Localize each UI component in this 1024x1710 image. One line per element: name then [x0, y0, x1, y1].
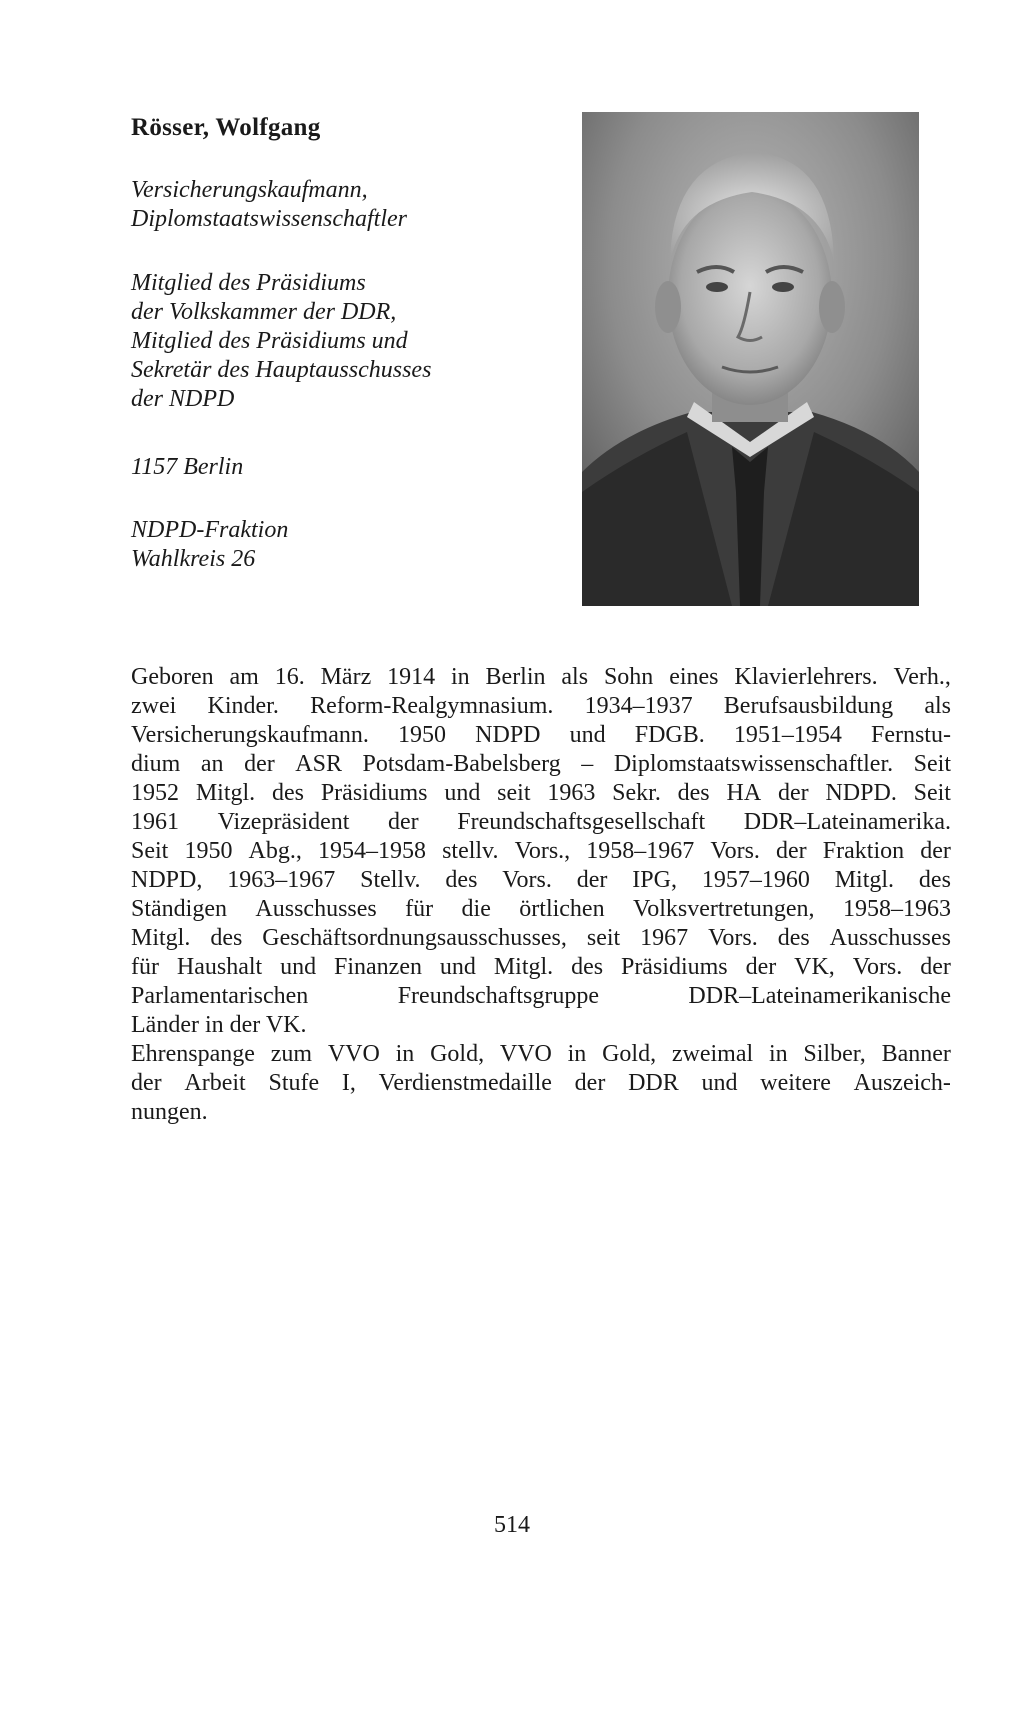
biography-line	[131, 924, 951, 953]
biography-word: 1951–1954	[733, 722, 842, 748]
biography-word: Haushalt	[176, 954, 263, 980]
biography-line	[131, 779, 951, 808]
biography-word: in	[768, 1041, 788, 1067]
biography-word: 1954–1958	[317, 838, 426, 864]
biography-word: in	[395, 1041, 415, 1067]
biography-word: Stufe	[268, 1070, 320, 1096]
biography-word: Fraktion	[822, 838, 905, 864]
biography-word: in	[567, 1041, 587, 1067]
biography-word: Parlamentarischen	[131, 983, 309, 1009]
biography-word: örtlichen	[519, 896, 605, 922]
biography-word: seit	[497, 780, 531, 806]
biography-word: Volksvertretungen,	[633, 896, 815, 922]
biography-word: stellv.	[442, 838, 499, 864]
biography-word: zum	[270, 1041, 313, 1067]
biography-word: Diplomstaatswissenschaftler.	[613, 751, 894, 777]
biography-word: ASR	[295, 751, 342, 777]
biography-word: Vors.	[710, 838, 760, 864]
biography-word: Vors.	[502, 867, 552, 893]
biography-word: DDR–Lateinamerikanische	[688, 983, 951, 1009]
biography-line: Länder in der VK.	[131, 1012, 307, 1038]
biography-word: Ausschusses	[829, 925, 951, 951]
biography-word: des	[777, 925, 810, 951]
biography-word: als	[561, 664, 589, 690]
biography-word: 1967	[640, 925, 689, 951]
biography-word: zwei	[131, 693, 177, 719]
biography-word: Sohn	[603, 664, 654, 690]
function-line: Mitglied des Präsidiums und	[131, 328, 408, 354]
biography-word: an	[200, 751, 224, 777]
biography-word: Fernstu-	[870, 722, 951, 748]
biography-word: der	[745, 954, 777, 980]
biography-word: 1914	[387, 664, 436, 690]
biography-word: der	[388, 809, 419, 835]
biography-word: 1961	[131, 809, 179, 835]
biography-word: der	[131, 1070, 162, 1096]
biography-word: des	[571, 954, 604, 980]
biography-word: zweimal	[671, 1041, 754, 1067]
biography-word: des	[918, 867, 951, 893]
biography-word: und	[280, 954, 317, 980]
constituency-line: Wahlkreis 26	[131, 546, 256, 572]
biography-word: Gold,	[602, 1041, 657, 1067]
biography-word: und	[701, 1070, 738, 1096]
biography-word: 1934–1937	[584, 693, 693, 719]
faction-block	[131, 516, 288, 574]
person-name: Rösser, Wolfgang	[131, 114, 321, 141]
biography-line	[131, 953, 951, 982]
biography-word: Berlin	[485, 664, 546, 690]
biography-word: Silber,	[803, 1041, 866, 1067]
biography-word: Mitgl.	[493, 954, 554, 980]
biography-word: FDGB.	[634, 722, 705, 748]
biography-word: 1963–1967	[227, 867, 336, 893]
biography-line	[131, 1040, 951, 1069]
biography-word: die	[461, 896, 491, 922]
address-block	[131, 453, 243, 482]
biography-word: Kinder.	[207, 693, 279, 719]
biography-word: Vors.	[708, 925, 758, 951]
biography-text	[131, 663, 951, 1127]
biography-word: 1963	[547, 780, 596, 806]
biography-word: Reform-Realgymnasium.	[310, 693, 554, 719]
biography-word: Versicherungskaufmann.	[131, 722, 369, 748]
biography-word: der	[920, 954, 951, 980]
biography-word: des	[210, 925, 243, 951]
biography-word: und	[444, 780, 481, 806]
biography-word: NDPD	[475, 722, 541, 748]
biography-word: Verdienstmedaille	[378, 1070, 552, 1096]
biography-word: Mitgl.	[834, 867, 895, 893]
biography-word: Ausschusses	[255, 896, 377, 922]
biography-word: HA	[726, 780, 762, 806]
biography-word: Gold,	[430, 1041, 485, 1067]
biography-word: Vors.	[852, 954, 903, 980]
portrait-photo	[582, 112, 919, 606]
biography-line	[131, 866, 951, 895]
biography-word: seit	[586, 925, 621, 951]
biography-word: 1950	[184, 838, 233, 864]
biography-word: 1958–1967	[586, 838, 695, 864]
biography-word: der	[574, 1070, 606, 1096]
biography-word: am	[229, 664, 259, 690]
biography-word: Mitgl.	[195, 780, 256, 806]
biography-word: 1950	[398, 722, 447, 748]
occupation-line: Diplomstaatswissenschaftler	[131, 206, 408, 232]
biography-word: der	[776, 838, 807, 864]
biography-word: Seit	[131, 838, 169, 864]
biography-word: Abg.,	[248, 838, 302, 864]
address-line: 1157 Berlin	[131, 454, 244, 480]
biography-word: Banner	[881, 1041, 951, 1067]
portrait-illustration	[582, 112, 919, 606]
occupation-block	[131, 176, 407, 234]
biography-word: 1958–1963	[842, 896, 951, 922]
function-line: der Volkskammer der DDR,	[131, 299, 397, 325]
biography-word: Seit	[913, 751, 951, 777]
biography-word: Stellv.	[360, 867, 421, 893]
biography-word: des	[677, 780, 710, 806]
biography-word: in	[450, 664, 470, 690]
biography-word: 1957–1960	[701, 867, 810, 893]
biography-line	[131, 1069, 951, 1098]
biography-word: der	[576, 867, 608, 893]
biography-word: Präsidiums	[320, 780, 428, 806]
biography-word: und	[569, 722, 606, 748]
biography-line	[131, 750, 951, 779]
page-number: 514	[494, 1512, 530, 1538]
function-line: Sekretär des Hauptausschusses	[131, 357, 432, 383]
biography-word: –	[581, 751, 594, 777]
biography-word: und	[439, 954, 476, 980]
biography-word: März	[320, 664, 372, 690]
biography-word: Verh.,	[893, 664, 951, 690]
biography-word: als	[924, 693, 951, 719]
biography-word: dium	[131, 751, 181, 777]
biography-line	[131, 982, 951, 1011]
biography-line	[131, 692, 951, 721]
biography-word: Klavierlehrers.	[734, 664, 878, 690]
biography-word: Freundschaftsgruppe	[397, 983, 599, 1009]
biography-word: 16.	[274, 664, 305, 690]
biography-word: Ständigen	[131, 896, 227, 922]
biography-word: Geschäftsordnungsausschusses,	[262, 925, 567, 951]
biography-word: Freundschaftsgesellschaft	[457, 809, 706, 835]
biography-word: Auszeich-	[853, 1070, 951, 1096]
biography-word: Mitgl.	[131, 925, 191, 951]
biography-word: Berufsausbildung	[723, 693, 894, 719]
biography-word: I,	[341, 1070, 356, 1096]
biography-line	[131, 808, 951, 837]
biography-word: Seit	[913, 780, 951, 806]
biography-line: nungen.	[131, 1099, 208, 1125]
biography-line	[131, 837, 951, 866]
biography-word: eines	[669, 664, 719, 690]
biography-word: IPG,	[632, 867, 677, 893]
biography-word: VVO	[499, 1041, 552, 1067]
biography-word: Präsidiums	[620, 954, 728, 980]
biography-word: NDPD,	[131, 867, 203, 893]
function-line: der NDPD	[131, 386, 235, 412]
biography-word: für	[131, 954, 159, 980]
biography-line	[131, 721, 951, 750]
biography-word: NDPD.	[825, 780, 897, 806]
biography-word: VVO	[327, 1041, 380, 1067]
biography-word: für	[405, 896, 434, 922]
biography-word: der	[244, 751, 275, 777]
biography-word: Ehrenspange	[131, 1041, 255, 1067]
biography-word: des	[445, 867, 478, 893]
function-line: Mitglied des Präsidiums	[131, 270, 366, 296]
biography-line	[131, 663, 951, 692]
biography-word: Sekr.	[612, 780, 661, 806]
biography-word: Arbeit	[184, 1070, 246, 1096]
biography-word: DDR	[628, 1070, 679, 1096]
biography-word: Vors.,	[514, 838, 571, 864]
functions-block	[131, 269, 431, 414]
biography-word: weitere	[760, 1070, 831, 1096]
biography-word: Vizepräsident	[217, 809, 350, 835]
faction-line: NDPD-Fraktion	[131, 517, 289, 543]
biography-word: des	[272, 780, 304, 806]
biography-word: VK,	[794, 954, 835, 980]
biography-line	[131, 895, 951, 924]
biography-word: der	[777, 780, 809, 806]
biography-word: Geboren	[131, 664, 214, 690]
biography-word: 1952	[131, 780, 179, 806]
biography-word: DDR–Lateinamerika.	[743, 809, 951, 835]
biography-word: der	[920, 838, 951, 864]
occupation-line: Versicherungskaufmann,	[131, 177, 368, 203]
biography-word: Potsdam-Babelsberg	[362, 751, 561, 777]
biography-word: Finanzen	[334, 954, 422, 980]
